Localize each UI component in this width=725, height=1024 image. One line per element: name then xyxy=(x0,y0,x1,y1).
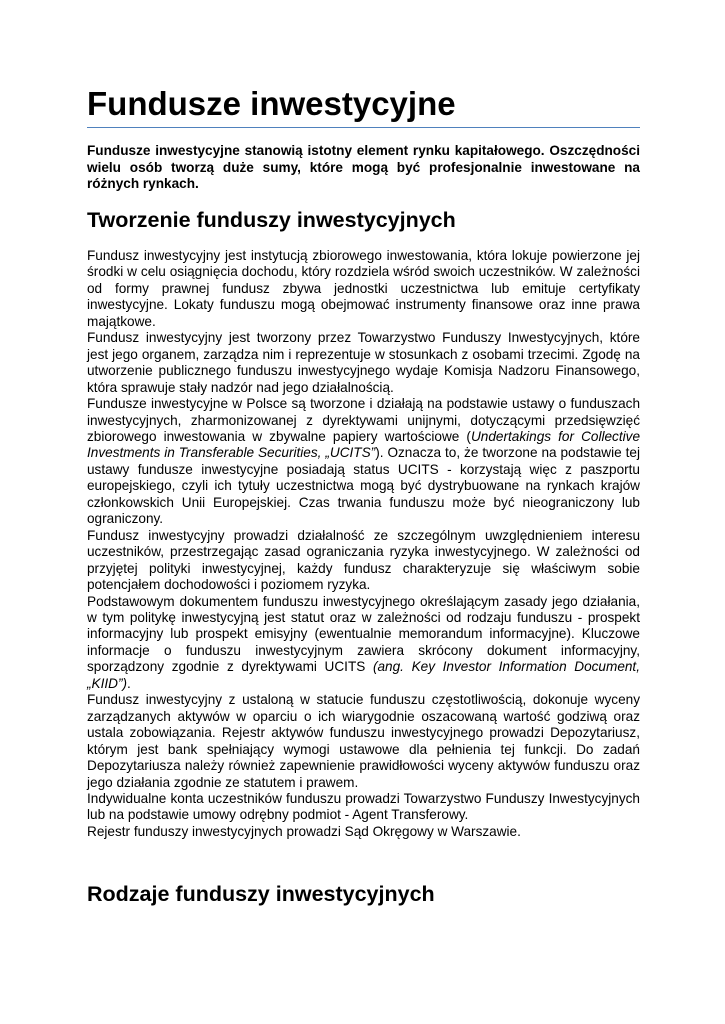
text-run: ). Oznacza to, że tworzone na podstawie tej ustawy fundusze inwestycyjne posiadają status UCITS - korzystają więc z paszportu europejskiego, czyli ich tytuły uczestnictwa mogą być dystrybuowane na rynkach krajów członkowskich Unii Europejskiej. Czas trwania funduszu może być nieograniczony lub ograniczony. xyxy=(87,445,640,527)
paragraph-ucits xyxy=(87,396,640,528)
paragraph: Indywidualne konta uczestników funduszu prowadzi Towarzystwo Funduszy Inwestycyjnych lub na podstawie umowy odrębny podmiot - Agent Transferowy. xyxy=(87,790,640,823)
page-title: Fundusze inwestycyjne xyxy=(87,85,456,122)
paragraph: Fundusz inwestycyjny prowadzi działalność ze szczególnym uwzględnieniem interesu uczestników, przestrzegając zasad ograniczania ryzyka inwestycyjnego. W zależności od przyjętej polityki inwestycyjnej, każdy fundusz charakteryzuje się właściwym sobie potencjałem dochodowości i poziomem ryzyka. xyxy=(87,527,640,593)
paragraph: Rejestr funduszy inwestycyjnych prowadzi Sąd Okręgowy w Warszawie. xyxy=(87,823,521,839)
paragraph: Fundusz inwestycyjny jest instytucją zbiorowego inwestowania, która lokuje powierzone jej środki w celu osiągnięcia dochodu, który rozdziela wśród swoich uczestników. W zależności od formy prawnej fundusz zbywa jednostki uczestnictwa lub emituje certyfikaty inwestycyjne. Lokaty funduszu mogą obejmować instrumenty finansowe oraz inne prawa majątkowe. xyxy=(87,248,640,329)
section-body-tworzenie xyxy=(87,248,640,840)
section-heading-tworzenie: Tworzenie funduszy inwestycyjnych xyxy=(87,208,456,232)
paragraph: Fundusz inwestycyjny z ustaloną w statucie funduszu częstotliwością, dokonuje wyceny zarządzanych aktywów w oparciu o ich wiarygodnie oszacowaną wartość godziwą oraz ustala zobowiązania. Rejestr aktywów funduszu inwestycyjnego prowadzi Depozytariusz, którym jest bank spełniający wymogi ustawowe dla pełnienia tej funkcji. Do zadań Depozytariusza należy również zapewnienie prawidłowości wyceny aktywów funduszu oraz jego działania zgodnie ze statutem i prawem. xyxy=(87,692,640,790)
text-run: Podstawowym dokumentem funduszu inwestycyjnego określającym zasady jego działania, w tym politykę inwestycyjną jest statut oraz w zależności od rodzaju funduszu - prospekt informacyjny lub prospekt emisyjny (ewentualnie memorandum informacyjne). Kluczowe informacje o funduszu inwestycyjnym zawiera skrócony dokument informacyjny, sporządzony zgodnie z dyrektywami UCITS xyxy=(87,593,640,675)
lead-paragraph: Fundusze inwestycyjne stanowią istotny element rynku kapitałowego. Oszczędności wielu osób tworzą duże sumy, które mogą być profesjonalnie inwestowane na różnych rynkach. xyxy=(87,143,640,191)
section-heading-rodzaje: Rodzaje funduszy inwestycyjnych xyxy=(87,882,435,906)
text-run: Fundusze inwestycyjne w Polsce są tworzone i działają na podstawie ustawy o funduszach inwestycyjnych, zharmonizowanej z dyrektywami unijnymi, dotyczącymi przedsięwzięć zbiorowego inwestowania w zbywalne papiery wartościowe ( xyxy=(87,396,640,444)
text-run: . xyxy=(127,675,131,691)
paragraph-kiid xyxy=(87,594,640,693)
italic-term: Undertakings for Collective Investments in Transferable Securities, „UCITS” xyxy=(87,428,640,461)
title-divider xyxy=(87,127,640,128)
paragraph: Fundusz inwestycyjny jest tworzony przez Towarzystwo Funduszy Inwestycyjnych, które jest jego organem, zarządza nim i reprezentuje w stosunkach z osobami trzecimi. Zgodę na utworzenie publicznego funduszu inwestycyjnego wydaje Komisja Nadzoru Finansowego, która sprawuje stały nadzór nad jego działalnością. xyxy=(87,330,640,395)
italic-term: (ang. Key Investor Information Document, „KIID”) xyxy=(87,659,640,691)
